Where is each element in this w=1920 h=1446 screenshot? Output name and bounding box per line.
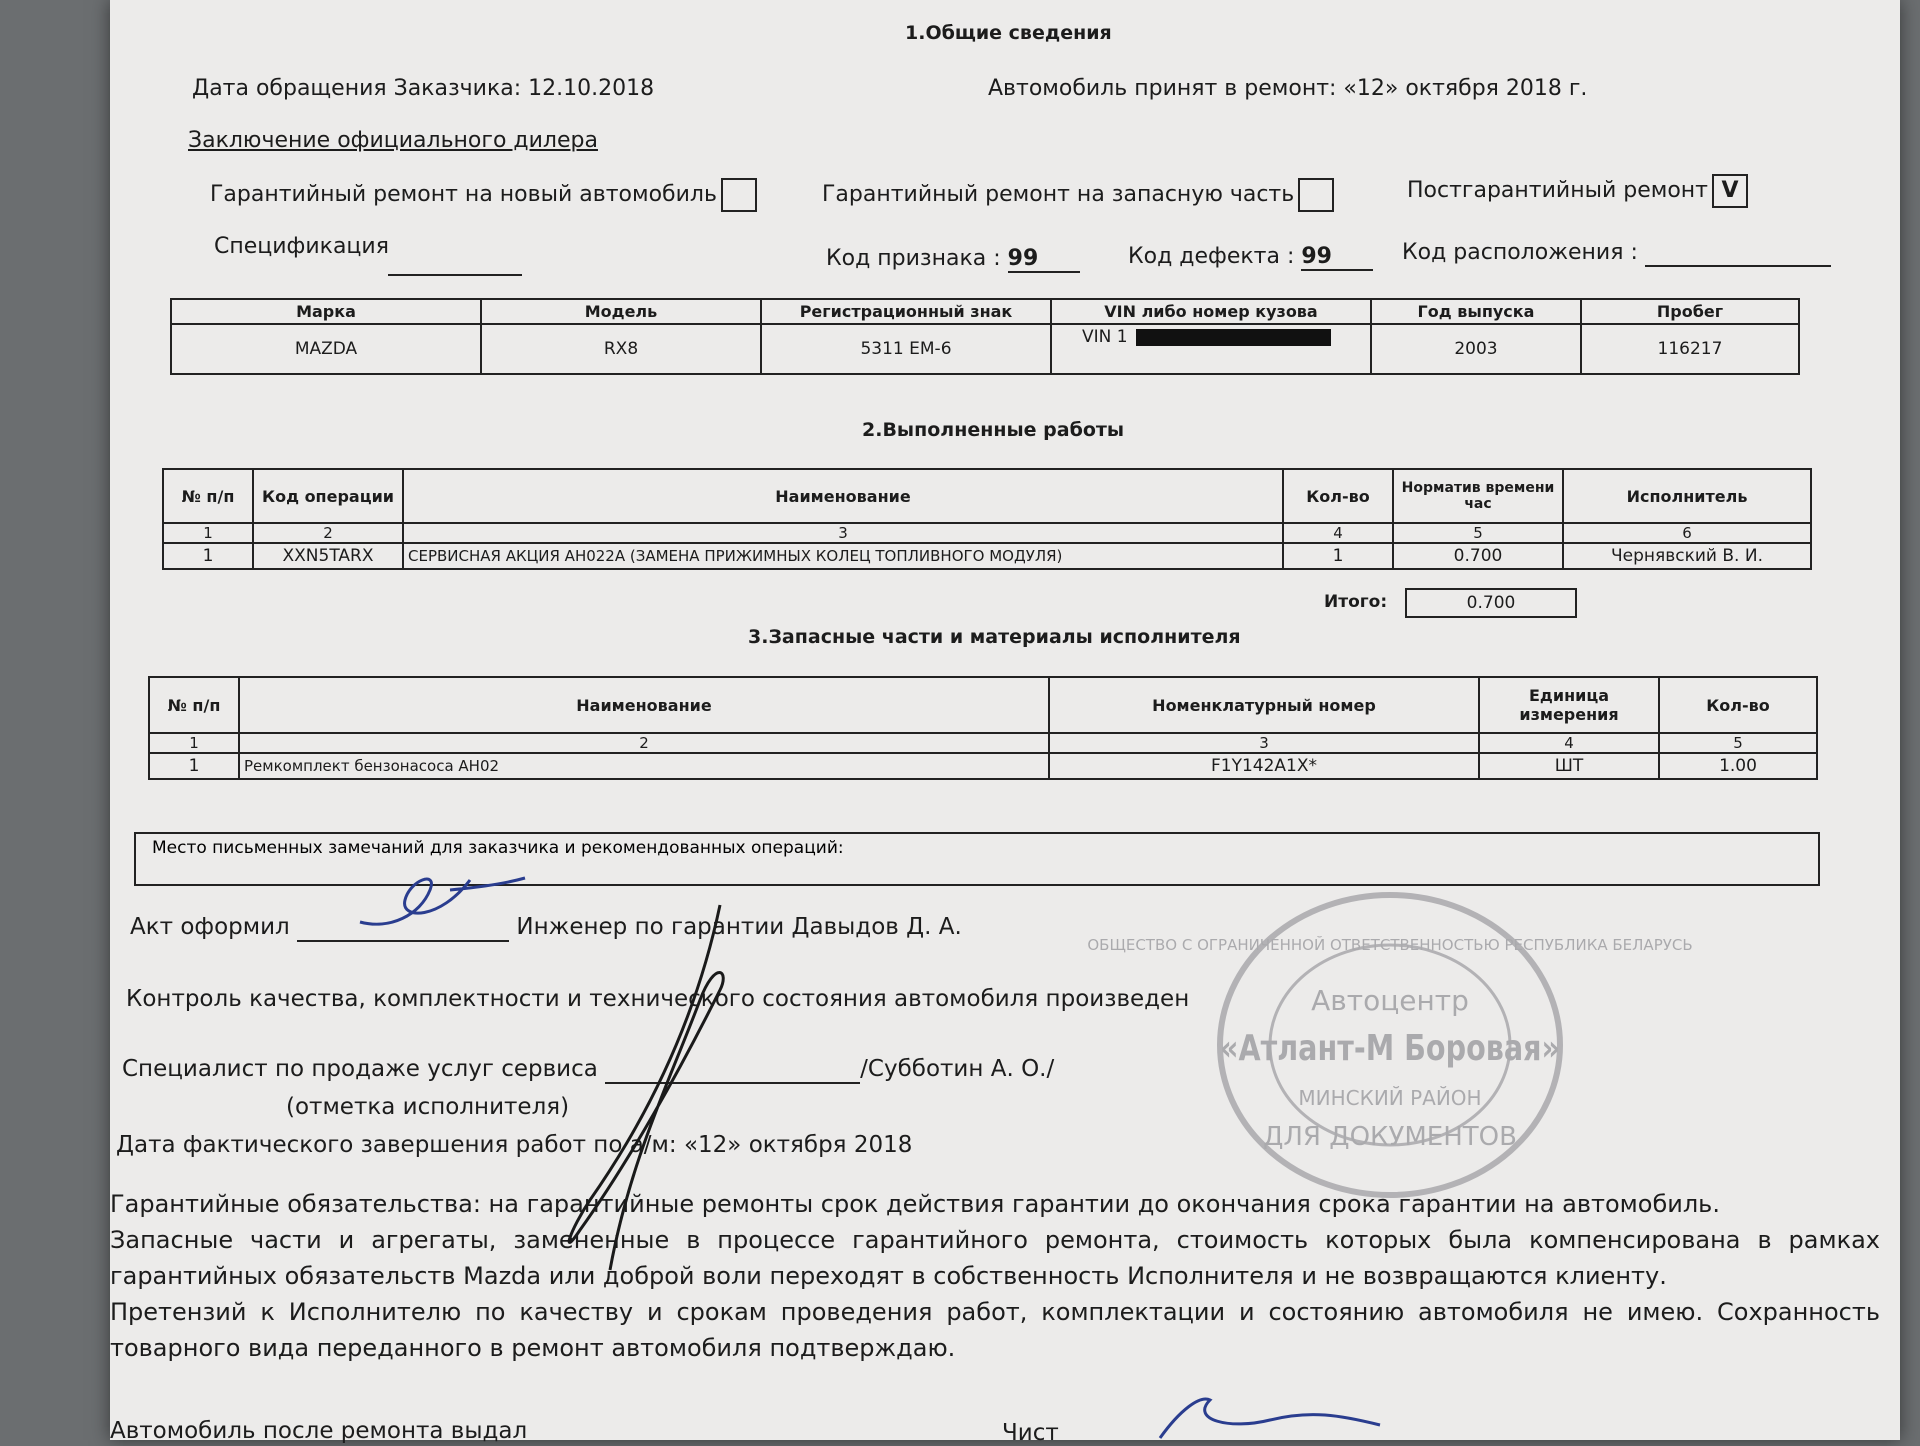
warranty-new-option [210,178,757,212]
footer-right: Чист [1002,1420,1059,1446]
warranty-text-1: Гарантийные обязательства: на гарантийные ремонты срок действия гарантии до окончания срока гарантии на автомобиль. [110,1190,1720,1218]
table-row [163,543,1811,569]
vehicle-header-plate: Регистрационный знак [761,299,1051,324]
dealer-conclusion: Заключение официального дилера [188,128,598,153]
warranty-new-checkbox[interactable] [721,178,757,212]
works-row-qty: 1 [1283,543,1393,569]
stamp-line2: «Атлант-М Боровая» [1220,1028,1560,1069]
works-num-5: 5 [1393,523,1563,543]
vehicle-header-model: Модель [481,299,761,324]
vehicle-header-vin: VIN либо номер кузова [1051,299,1371,324]
works-table [162,468,1812,570]
parts-row-partno: F1Y142A1X* [1049,753,1479,779]
section1-title: 1.Общие сведения [905,22,1112,44]
vehicle-header-make: Марка [171,299,481,324]
claims-text: Претензий к Исполнителю по качеству и срокам проведения работ, комплектации и состоянию автомобиля не имею. Сохранность товарного вида переданного в ремонт автомобиля подтверждаю. [110,1298,1880,1362]
parts-num-3: 3 [1049,733,1479,753]
works-row-n: 1 [163,543,253,569]
vehicle-header-mileage: Пробег [1581,299,1799,324]
section3-title: 3.Запасные части и материалы исполнителя [748,626,1241,648]
stamp-ring-top: ОБЩЕСТВО С ОГРАНИЧЕННОЙ ОТВЕТСТВЕННОСТЬЮ РЕСПУБЛИКА БЕЛАРУСЬ [1087,936,1693,954]
vehicle-model: RX8 [481,324,761,374]
request-date: Дата обращения Заказчика: 12.10.2018 [192,76,655,101]
warranty-part-label: Гарантийный ремонт на запасную часть [822,182,1295,207]
vehicle-make: MAZDA [171,324,481,374]
parts-num-5: 5 [1659,733,1817,753]
works-num-6: 6 [1563,523,1811,543]
location-code-label: Код расположения : [1402,240,1638,265]
works-header-executor: Исполнитель [1563,469,1811,523]
warranty-part-checkbox[interactable] [1298,178,1334,212]
remarks-box[interactable]: Место письменных замечаний для заказчика и рекомендованных операций: [134,832,1820,886]
total-label: Итого: [1324,592,1388,612]
parts-header-name: Наименование [239,677,1049,733]
post-warranty-option [1407,174,1748,208]
post-warranty-checkbox[interactable]: V [1712,174,1748,208]
parts-num-2: 2 [239,733,1049,753]
works-num-3: 3 [403,523,1283,543]
location-code-line [1645,240,1831,267]
vehicle-plate: 5311 EM-6 [761,324,1051,374]
accepted-date: Автомобиль принят в ремонт: «12» октября 2018 г. [988,76,1588,101]
parts-num-1: 1 [149,733,239,753]
warranty-part-option [822,178,1334,212]
parts-row-n: 1 [149,753,239,779]
parts-header-n: № п/п [149,677,239,733]
warranty-new-label: Гарантийный ремонт на новый автомобиль [210,182,717,207]
footer-signature [1150,1390,1390,1440]
works-header-time: Норматив времени час [1393,469,1563,523]
vin-redaction [1136,329,1331,346]
parts-header-qty: Кол-во [1659,677,1817,733]
parts-header-unit: Единица измерения [1479,677,1659,733]
sign-code-label: Код признака : [826,246,1001,271]
parts-num-4: 4 [1479,733,1659,753]
works-num-2: 2 [253,523,403,543]
parts-row-qty: 1.00 [1659,753,1817,779]
works-header-code: Код операции [253,469,403,523]
vehicle-mileage: 116217 [1581,324,1799,374]
spec-line [388,274,522,276]
stamp-ring-bottom: МИНСКИЙ РАЙОН [1298,1086,1482,1110]
works-header-name: Наименование [403,469,1283,523]
works-num-1: 1 [163,523,253,543]
engineer-name: Инженер по гарантии Давыдов Д. А. [516,914,962,940]
parts-header-partno: Номенклатурный номер [1049,677,1479,733]
defect-code-label: Код дефекта : [1128,244,1295,269]
vehicle-table [170,298,1800,375]
works-row-time: 0.700 [1393,543,1563,569]
warranty-text-2: Запасные части и агрегаты, замененные в процессе гарантийного ремонта, стоимость которых была компенсирована в рамках гарантийных обязательств Mazda или доброй воли переходят в собственность Исполнителя и не возвращаются клиенту. [110,1226,1880,1290]
stamp-line1: Автоцентр [1311,984,1469,1017]
stamp-seal [1087,880,1693,1210]
vehicle-year: 2003 [1371,324,1581,374]
completion-date: Дата фактического завершения работ по а/м: «12» октября 2018 [116,1132,913,1158]
executor-mark: (отметка исполнителя) [286,1094,570,1120]
works-row-executor: Чернявский В. И. [1563,543,1811,569]
sign-code-value: 99 [1008,246,1080,273]
works-row-code: XXN5TARX [253,543,403,569]
section2-title: 2.Выполненные работы [862,419,1125,441]
works-num-4: 4 [1283,523,1393,543]
total-value: 0.700 [1405,588,1577,618]
spec-label: Спецификация [214,234,389,259]
parts-row-name: Ремкомплект бензонасоса AH02 [239,753,1049,779]
engineer-signature [350,860,530,940]
document-sheet [110,0,1900,1446]
vehicle-handed: Автомобиль после ремонта выдал [110,1418,528,1444]
vehicle-header-year: Год выпуска [1371,299,1581,324]
parts-table [148,676,1818,780]
table-row [149,753,1817,779]
vin-label: VIN 1 [1082,327,1128,347]
act-issued-line [130,914,962,942]
stamp-line3: ДЛЯ ДОКУМЕНТОВ [1263,1122,1517,1152]
parts-row-unit: ШТ [1479,753,1659,779]
defect-code-value: 99 [1301,244,1373,271]
specialist-name: /Субботин А. О./ [860,1056,1055,1082]
specialist-label: Специалист по продаже услуг сервиса [122,1056,598,1082]
post-warranty-label: Постгарантийный ремонт [1407,178,1708,203]
location-code-field [1402,240,1831,267]
works-row-name: СЕРВИСНАЯ АКЦИЯ AH022A (ЗАМЕНА ПРИЖИМНЫХ КОЛЕЦ ТОПЛИВНОГО МОДУЛЯ) [403,543,1283,569]
defect-code-field [1128,244,1373,271]
specialist-signature [550,900,750,1280]
act-issued-label: Акт оформил [130,914,290,940]
works-header-n: № п/п [163,469,253,523]
quality-control: Контроль качества, комплектности и технического состояния автомобиля произведен [126,986,1190,1012]
vehicle-vin [1051,324,1371,374]
sign-code-field [826,246,1080,273]
works-header-qty: Кол-во [1283,469,1393,523]
